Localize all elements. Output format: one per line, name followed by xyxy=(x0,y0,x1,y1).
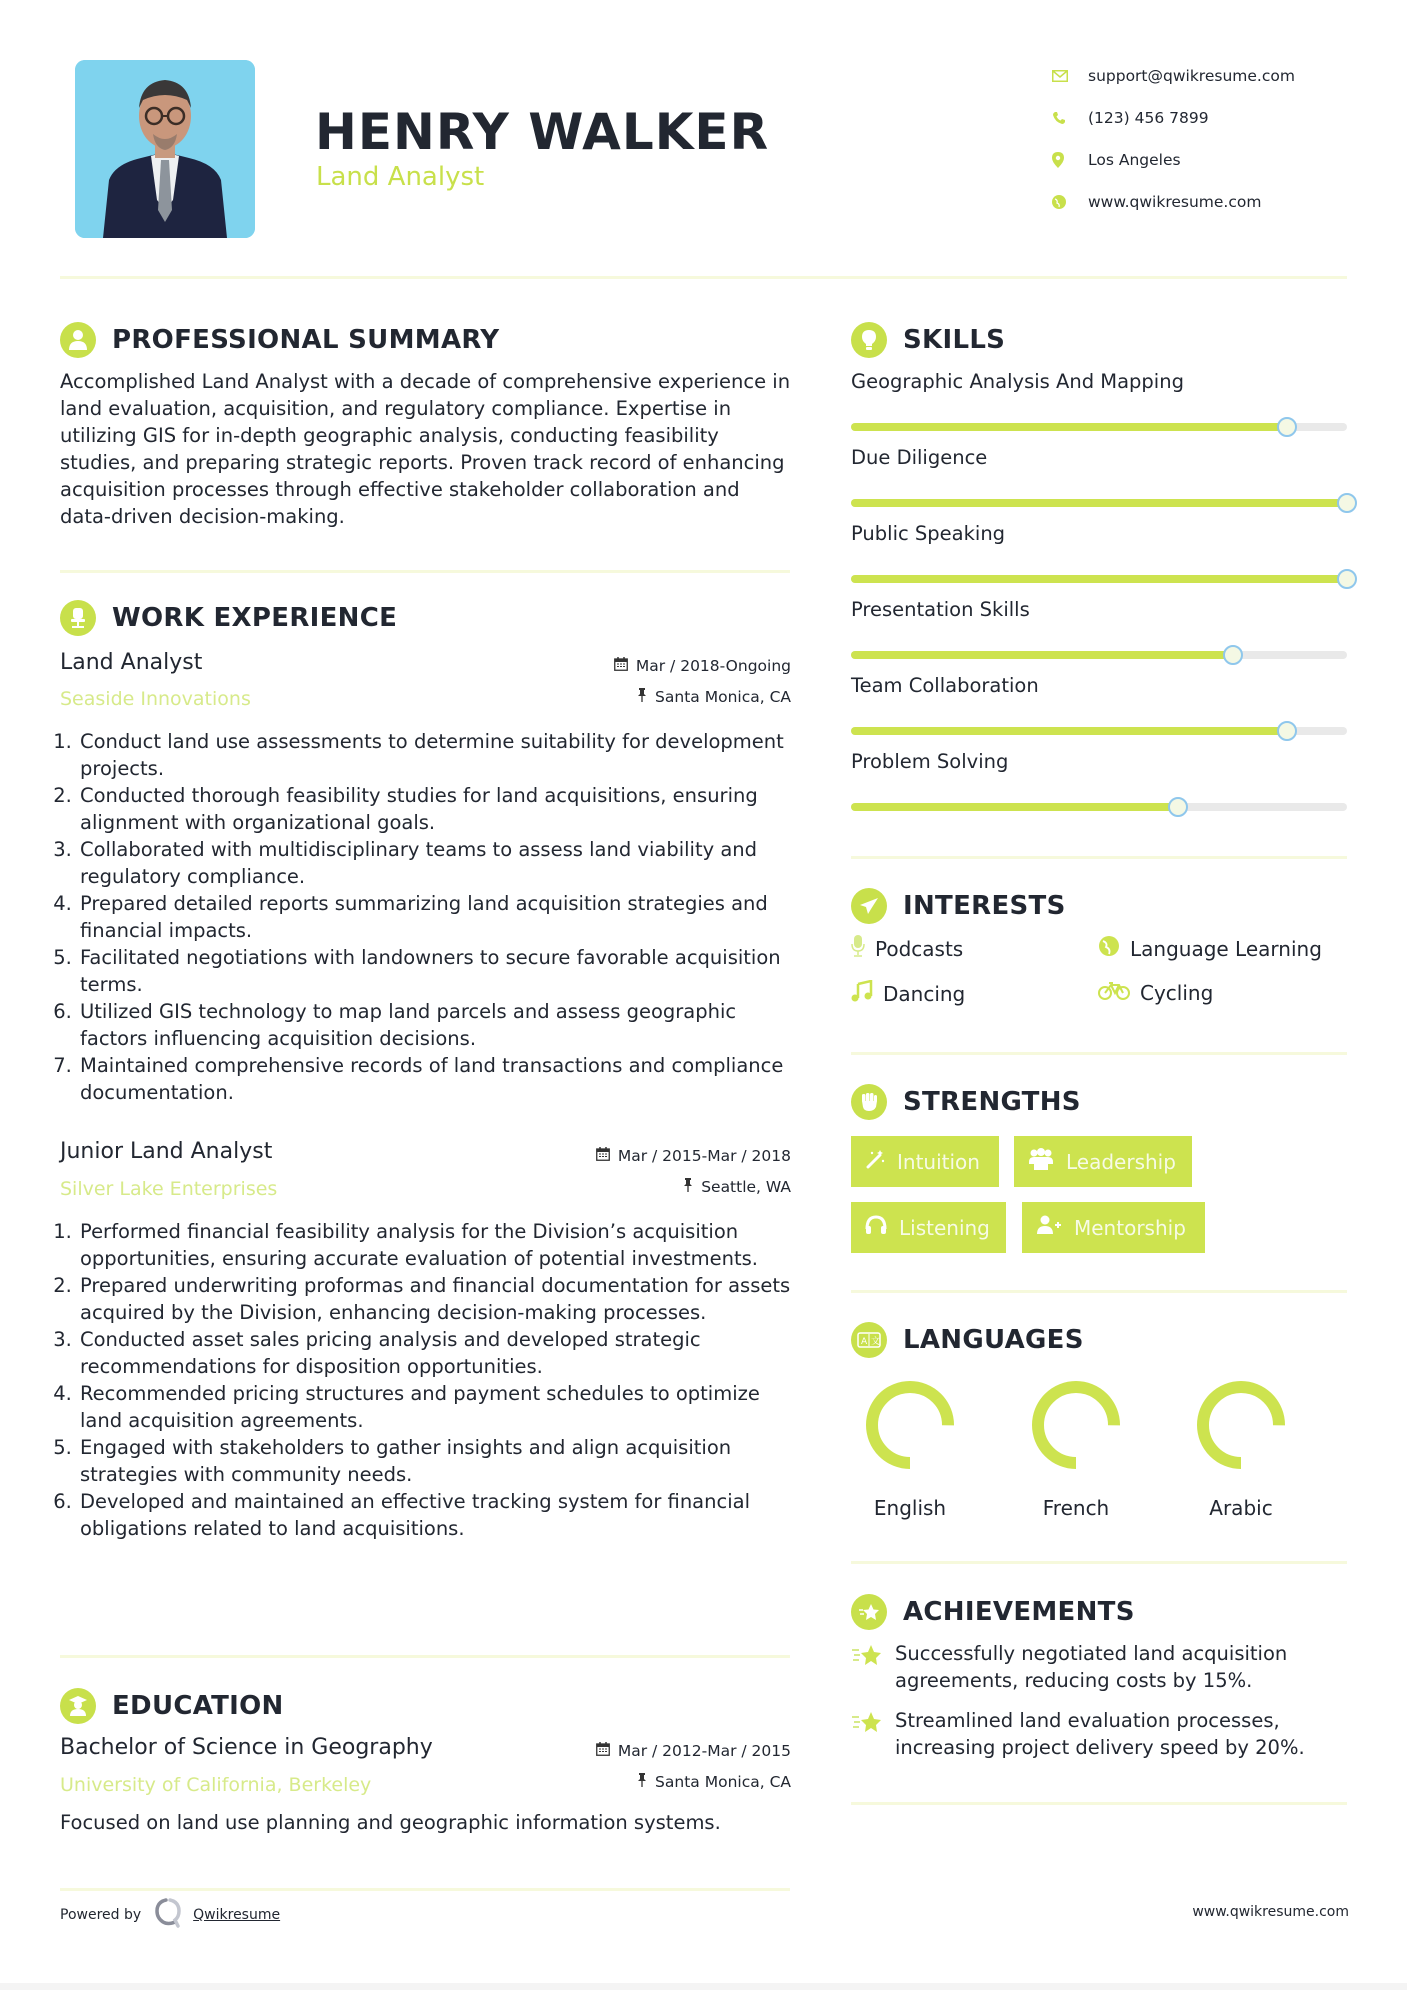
job-title: Junior Land Analyst xyxy=(60,1139,273,1164)
headphones-icon xyxy=(865,1215,887,1240)
group-icon xyxy=(1028,1148,1054,1175)
interest-label: Cycling xyxy=(1140,980,1214,1005)
skill-bar-fill xyxy=(851,423,1287,431)
header-divider xyxy=(60,276,1347,279)
skill-item xyxy=(851,446,1356,476)
qwikresume-logo-icon xyxy=(155,1898,181,1932)
job-location-text: Seattle, WA xyxy=(701,1178,791,1196)
skill-item xyxy=(851,750,1356,780)
strength-label: Listening xyxy=(899,1215,990,1240)
skill-name: Geographic Analysis And Mapping xyxy=(851,370,1184,393)
language-item xyxy=(1186,1378,1296,1520)
job-bullet: 5. Engaged with stakeholders to gather insights and align acquisition strategies with community needs. xyxy=(78,1434,798,1488)
star-badge-icon xyxy=(851,1594,887,1630)
strengths-heading-label: STRENGTHS xyxy=(903,1087,1081,1117)
contact-email-text: support@qwikresume.com xyxy=(1088,67,1295,85)
language-item xyxy=(1021,1378,1131,1520)
lightbulb-icon xyxy=(851,322,887,358)
education-location xyxy=(637,1773,791,1791)
skill-bar xyxy=(851,727,1347,735)
skill-name: Problem Solving xyxy=(851,750,1009,773)
interests-heading-label: INTERESTS xyxy=(903,891,1066,921)
languages-heading xyxy=(851,1322,1084,1358)
job-bullet: 6. Developed and maintained an effective tracking system for financial obligations related to land acquisitions. xyxy=(78,1488,798,1542)
profile-photo xyxy=(75,60,255,238)
skill-bar-thumb xyxy=(1168,797,1188,817)
summary-divider xyxy=(60,570,790,573)
music-note-icon xyxy=(851,980,873,1007)
experience-heading-label: WORK EXPERIENCE xyxy=(112,603,398,633)
achievements-heading-label: ACHIEVEMENTS xyxy=(903,1597,1135,1627)
candidate-title: Land Analyst xyxy=(316,162,485,192)
skill-bar xyxy=(851,803,1347,811)
language-name: French xyxy=(1042,1496,1110,1520)
skill-bar-thumb xyxy=(1277,417,1297,437)
interest-item xyxy=(851,980,965,1007)
skill-name: Team Collaboration xyxy=(851,674,1039,697)
skill-bar xyxy=(851,651,1347,659)
degree-title: Bachelor of Science in Geography xyxy=(60,1735,433,1760)
interest-label: Language Learning xyxy=(1130,936,1322,961)
skills-divider xyxy=(851,856,1347,859)
job-bullet: 1. Conduct land use assessments to determine suitability for development projects. xyxy=(78,728,793,782)
graduate-icon xyxy=(60,1688,96,1724)
strength-chip xyxy=(851,1202,1006,1253)
job-bullet: 3. Conducted asset sales pricing analysis and developed strategic recommendations for disposition opportunities. xyxy=(78,1326,798,1380)
calendar-icon xyxy=(596,1147,610,1165)
education-heading xyxy=(60,1688,284,1724)
job-bullet: 4. Recommended pricing structures and payment schedules to optimize land acquisition agreements. xyxy=(78,1380,798,1434)
svg-text:文: 文 xyxy=(871,1337,881,1347)
achievements-heading xyxy=(851,1594,1135,1630)
powered-by-label: Powered by xyxy=(60,1907,142,1923)
powered-by xyxy=(60,1898,280,1932)
star-icon xyxy=(851,1707,895,1739)
interest-item xyxy=(1098,980,1213,1005)
summary-heading xyxy=(60,322,499,358)
bicycle-icon xyxy=(1098,980,1130,1005)
map-pin-icon xyxy=(1050,152,1088,168)
language-icon xyxy=(851,1322,887,1358)
experience-divider xyxy=(60,1655,790,1658)
job-company: Silver Lake Enterprises xyxy=(60,1178,278,1200)
job-bullets xyxy=(58,728,793,1106)
contact-phone[interactable] xyxy=(1050,97,1370,139)
candidate-name: HENRY WALKER xyxy=(315,103,770,161)
language-ring xyxy=(1194,1378,1288,1472)
interests-divider xyxy=(851,1052,1347,1055)
languages-heading-label: LANGUAGES xyxy=(903,1325,1084,1355)
interest-label: Podcasts xyxy=(875,936,964,961)
contact-website-text: www.qwikresume.com xyxy=(1088,193,1262,211)
skills-heading-label: SKILLS xyxy=(903,325,1006,355)
achievements-divider xyxy=(851,1802,1347,1805)
strength-chip xyxy=(1022,1202,1205,1253)
achievement-text: Streamlined land evaluation processes, increasing project delivery speed by 20%. xyxy=(895,1709,1305,1759)
contact-list xyxy=(1050,55,1370,223)
globe-icon xyxy=(1098,935,1120,962)
experience-heading xyxy=(60,600,397,636)
fist-icon xyxy=(851,1084,887,1120)
job-bullet: 5. Facilitated negotiations with landowners to secure favorable acquisition terms. xyxy=(78,944,793,998)
magic-wand-icon xyxy=(865,1149,885,1174)
calendar-icon xyxy=(614,657,628,675)
pushpin-icon xyxy=(637,1773,647,1791)
skill-bar xyxy=(851,423,1347,431)
interest-label: Dancing xyxy=(883,981,966,1006)
achievement-item xyxy=(851,1640,1351,1694)
job-dates-text: Mar / 2018-Ongoing xyxy=(635,657,791,675)
strength-chip xyxy=(851,1136,999,1187)
education-heading-label: EDUCATION xyxy=(112,1691,284,1721)
strength-label: Leadership xyxy=(1066,1149,1176,1174)
skill-name: Public Speaking xyxy=(851,522,1006,545)
school-name: University of California, Berkeley xyxy=(60,1774,372,1796)
contact-website[interactable] xyxy=(1050,181,1370,223)
contact-location-text: Los Angeles xyxy=(1088,151,1181,169)
job-bullet: 3. Collaborated with multidisciplinary teams to assess land viability and regulatory compliance. xyxy=(78,836,793,890)
skills-heading xyxy=(851,322,1005,358)
strength-label: Intuition xyxy=(897,1149,980,1174)
strengths-heading xyxy=(851,1084,1081,1120)
strengths-divider xyxy=(851,1290,1347,1293)
microphone-icon xyxy=(851,935,865,962)
paper-plane-icon xyxy=(851,888,887,924)
skill-bar-fill xyxy=(851,727,1287,735)
job-bullet: 2. Prepared underwriting proformas and financial documentation for assets acquired by the Division, enhancing decision-making processes. xyxy=(78,1272,798,1326)
education-dates xyxy=(596,1742,791,1760)
skill-bar-fill xyxy=(851,651,1233,659)
interests-heading xyxy=(851,888,1066,924)
skill-item xyxy=(851,370,1356,400)
calendar-icon xyxy=(596,1742,610,1760)
skill-bar xyxy=(851,499,1347,507)
language-name: Arabic xyxy=(1209,1496,1273,1520)
pushpin-icon xyxy=(683,1178,693,1196)
job-title: Land Analyst xyxy=(60,650,203,675)
star-icon xyxy=(851,1640,895,1672)
strength-label: Mentorship xyxy=(1074,1215,1186,1240)
skill-item xyxy=(851,598,1356,628)
job-location xyxy=(683,1178,791,1196)
user-icon xyxy=(60,322,96,358)
skill-bar xyxy=(851,575,1347,583)
globe-icon xyxy=(1050,195,1088,209)
summary-text: Accomplished Land Analyst with a decade of comprehensive experience in land evaluation, acquisition, and regulatory compliance. Expertise in utilizing GIS for in-depth geographic analysis, conducting feasibility studies, and preparing strategic reports. Proven track record of enhancing acquisition processes through effective stakeholder collaboration and data-driven decision-making. xyxy=(60,370,791,528)
pushpin-icon xyxy=(637,688,647,706)
page-bottom-edge xyxy=(0,1983,1407,1990)
skill-name: Due Diligence xyxy=(851,446,988,469)
job-dates-text: Mar / 2015-Mar / 2018 xyxy=(617,1147,791,1165)
achievement-item xyxy=(851,1707,1351,1761)
job-bullet: 1. Performed financial feasibility analysis for the Division’s acquisition opportunities, ensuring accurate evaluation of potential investments. xyxy=(78,1218,798,1272)
education-location-text: Santa Monica, CA xyxy=(655,1773,791,1791)
footer-divider xyxy=(60,1888,790,1891)
job-dates xyxy=(614,657,791,675)
skill-item xyxy=(851,674,1356,704)
skill-bar-fill xyxy=(851,499,1347,507)
language-ring xyxy=(1029,1378,1123,1472)
job-bullets xyxy=(58,1218,798,1542)
job-bullet: 4. Prepared detailed reports summarizing land acquisition strategies and financial impacts. xyxy=(78,890,793,944)
skill-bar-thumb xyxy=(1223,645,1243,665)
job-company: Seaside Innovations xyxy=(60,688,251,710)
footer-website[interactable]: www.qwikresume.com xyxy=(1192,1904,1349,1920)
contact-phone-text: (123) 456 7899 xyxy=(1088,109,1209,127)
education-description: Focused on land use planning and geographic information systems. xyxy=(60,1811,721,1834)
job-bullet: 6. Utilized GIS technology to map land parcels and assess geographic factors influencing acquisition decisions. xyxy=(78,998,793,1052)
skill-name: Presentation Skills xyxy=(851,598,1030,621)
job-bullet: 7. Maintained comprehensive records of land transactions and compliance documentation. xyxy=(78,1052,793,1106)
interest-item xyxy=(851,935,963,962)
interest-item xyxy=(1098,935,1322,962)
achievement-text: Successfully negotiated land acquisition agreements, reducing costs by 15%. xyxy=(895,1642,1288,1692)
job-bullet: 2. Conducted thorough feasibility studies for land acquisitions, ensuring alignment with organizational goals. xyxy=(78,782,793,836)
job-location-text: Santa Monica, CA xyxy=(655,688,791,706)
contact-email[interactable] xyxy=(1050,55,1370,97)
education-dates-text: Mar / 2012-Mar / 2015 xyxy=(617,1742,791,1760)
office-chair-icon xyxy=(60,600,96,636)
skill-bar-fill xyxy=(851,575,1347,583)
job-dates xyxy=(596,1147,791,1165)
phone-icon xyxy=(1050,111,1088,125)
svg-text:A: A xyxy=(861,1337,868,1347)
skill-bar-thumb xyxy=(1277,721,1297,741)
language-ring xyxy=(863,1378,957,1472)
contact-location xyxy=(1050,139,1370,181)
skill-bar-thumb xyxy=(1337,569,1357,589)
summary-heading-label: PROFESSIONAL SUMMARY xyxy=(112,325,500,355)
language-item xyxy=(855,1378,965,1520)
languages-divider xyxy=(851,1561,1347,1564)
job-location xyxy=(637,688,791,706)
skill-bar-fill xyxy=(851,803,1178,811)
qwikresume-link[interactable]: Qwikresume xyxy=(193,1907,281,1923)
language-name: English xyxy=(873,1496,947,1520)
strength-chip xyxy=(1014,1136,1192,1187)
envelope-icon xyxy=(1050,70,1088,82)
skill-bar-thumb xyxy=(1337,493,1357,513)
skill-item xyxy=(851,522,1356,552)
user-plus-icon xyxy=(1036,1215,1062,1240)
